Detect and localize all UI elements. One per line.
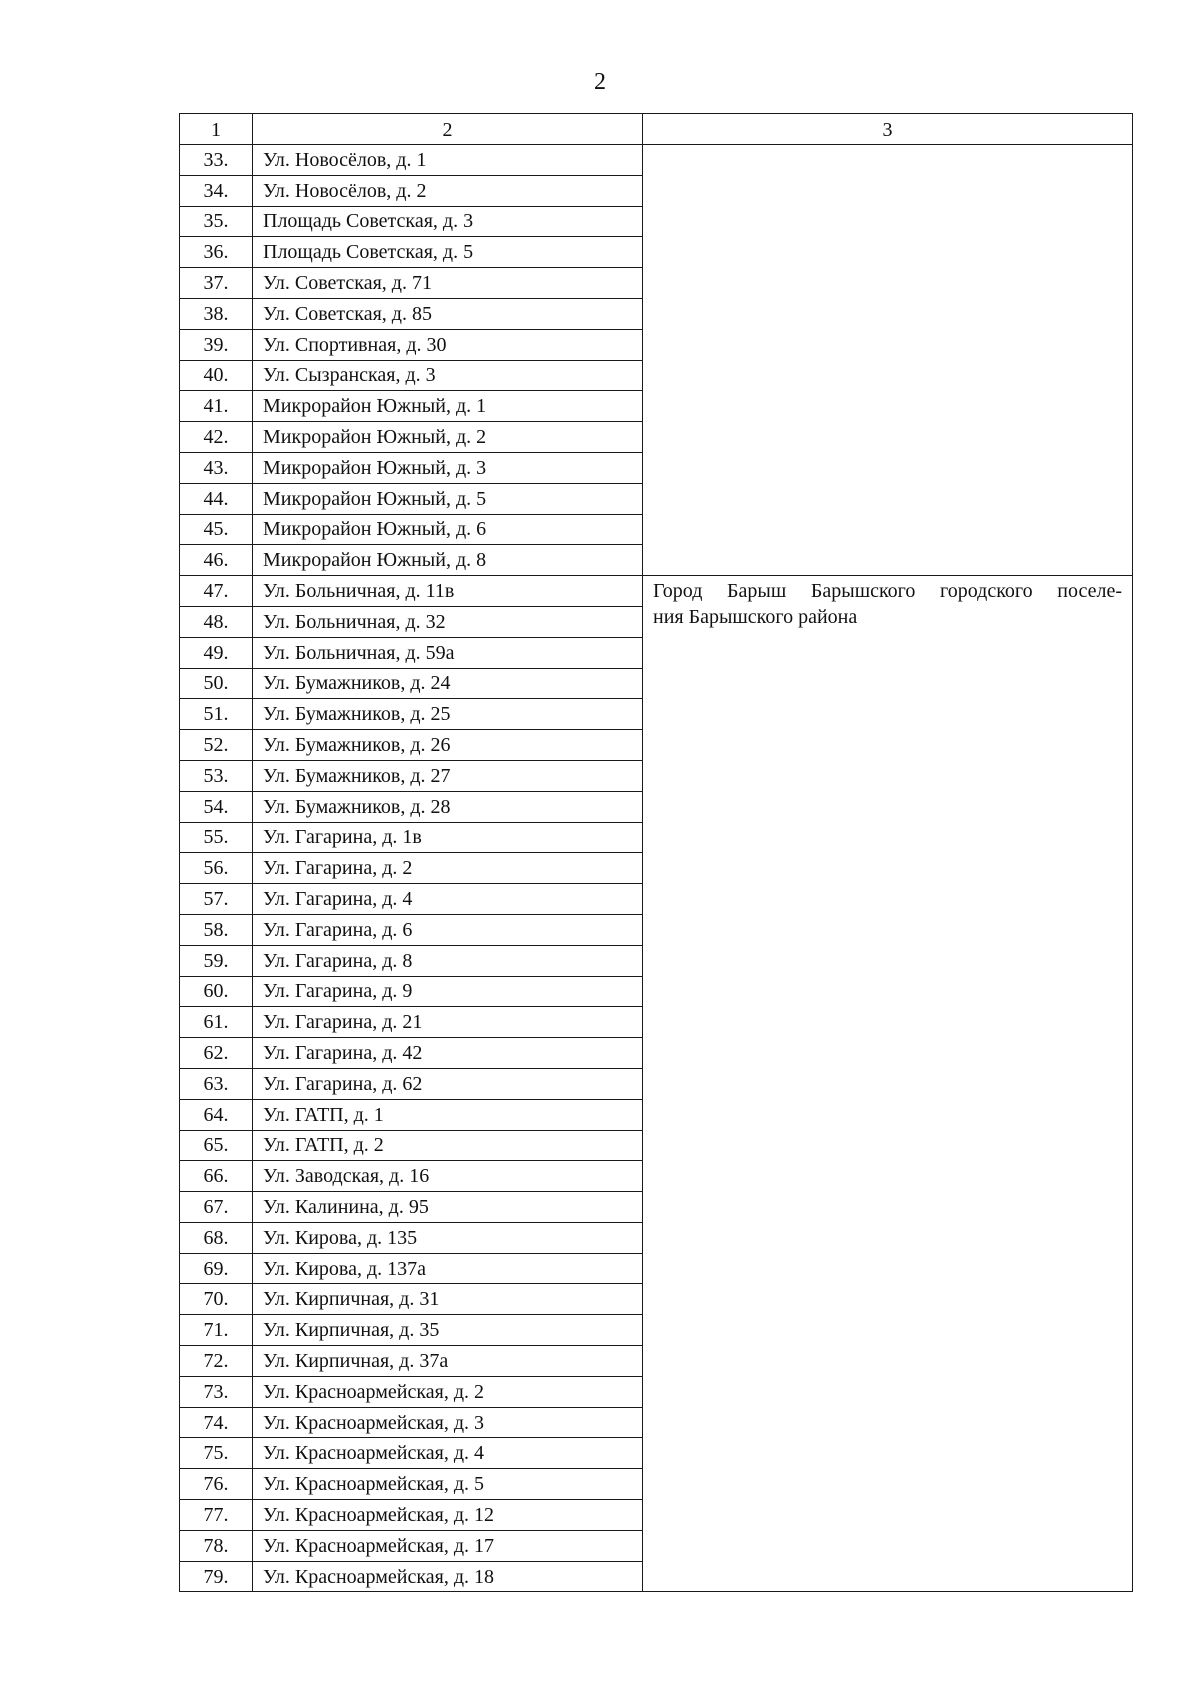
row-number: 67. — [180, 1192, 253, 1223]
row-number: 76. — [180, 1469, 253, 1500]
address-table — [179, 113, 1133, 1592]
row-number: 37. — [180, 268, 253, 299]
row-number: 36. — [180, 237, 253, 268]
row-address: Ул. Кирпичная, д. 31 — [253, 1284, 643, 1315]
row-number: 60. — [180, 976, 253, 1007]
row-address: Ул. Красноармейская, д. 4 — [253, 1438, 643, 1469]
row-address: Площадь Советская, д. 5 — [253, 237, 643, 268]
row-address: Ул. Красноармейская, д. 2 — [253, 1376, 643, 1407]
row-address: Ул. Больничная, д. 59а — [253, 637, 643, 668]
row-address: Микрорайон Южный, д. 5 — [253, 483, 643, 514]
settlement-text-line: Город Барыш Барышского городского поселе- — [653, 580, 1122, 603]
row-number: 49. — [180, 637, 253, 668]
row-number: 71. — [180, 1315, 253, 1346]
row-address: Ул. Красноармейская, д. 5 — [253, 1469, 643, 1500]
row-number: 65. — [180, 1130, 253, 1161]
settlement-text-line: ния Барышского района — [653, 606, 858, 629]
header-col-3: 3 — [643, 114, 1133, 145]
row-address: Ул. Гагарина, д. 9 — [253, 976, 643, 1007]
row-number: 44. — [180, 483, 253, 514]
row-number: 54. — [180, 791, 253, 822]
row-address: Ул. Бумажников, д. 26 — [253, 730, 643, 761]
row-number: 55. — [180, 822, 253, 853]
row-address: Ул. Гагарина, д. 1в — [253, 822, 643, 853]
row-address: Ул. Гагарина, д. 62 — [253, 1068, 643, 1099]
row-number: 78. — [180, 1530, 253, 1561]
row-number: 50. — [180, 668, 253, 699]
row-address: Ул. Гагарина, д. 4 — [253, 884, 643, 915]
settlement-cell — [643, 576, 1133, 1592]
row-address: Ул. Больничная, д. 11в — [253, 576, 643, 607]
row-number: 39. — [180, 329, 253, 360]
row-number: 33. — [180, 145, 253, 176]
row-address: Ул. Больничная, д. 32 — [253, 606, 643, 637]
row-address: Ул. Красноармейская, д. 17 — [253, 1530, 643, 1561]
row-address: Микрорайон Южный, д. 8 — [253, 545, 643, 576]
row-number: 53. — [180, 760, 253, 791]
row-number: 51. — [180, 699, 253, 730]
row-address: Ул. Калинина, д. 95 — [253, 1192, 643, 1223]
page-number: 2 — [594, 69, 606, 95]
row-number: 75. — [180, 1438, 253, 1469]
row-number: 66. — [180, 1161, 253, 1192]
row-number: 56. — [180, 853, 253, 884]
row-address: Ул. ГАТП, д. 2 — [253, 1130, 643, 1161]
row-number: 35. — [180, 206, 253, 237]
row-number: 43. — [180, 452, 253, 483]
row-number: 73. — [180, 1376, 253, 1407]
row-address: Ул. Бумажников, д. 25 — [253, 699, 643, 730]
header-col-1: 1 — [180, 114, 253, 145]
row-address: Ул. Красноармейская, д. 3 — [253, 1407, 643, 1438]
row-address: Микрорайон Южный, д. 3 — [253, 452, 643, 483]
row-address: Микрорайон Южный, д. 1 — [253, 391, 643, 422]
row-address: Ул. Кирпичная, д. 37а — [253, 1346, 643, 1377]
row-address: Ул. Красноармейская, д. 12 — [253, 1500, 643, 1531]
row-address: Ул. Гагарина, д. 2 — [253, 853, 643, 884]
row-number: 57. — [180, 884, 253, 915]
row-address: Ул. Бумажников, д. 28 — [253, 791, 643, 822]
row-address: Ул. Кирпичная, д. 35 — [253, 1315, 643, 1346]
row-address: Микрорайон Южный, д. 2 — [253, 422, 643, 453]
row-number: 70. — [180, 1284, 253, 1315]
row-address: Ул. Красноармейская, д. 18 — [253, 1561, 643, 1592]
row-number: 74. — [180, 1407, 253, 1438]
row-address: Ул. Кирова, д. 135 — [253, 1222, 643, 1253]
row-number: 46. — [180, 545, 253, 576]
row-number: 40. — [180, 360, 253, 391]
row-number: 48. — [180, 606, 253, 637]
row-number: 62. — [180, 1038, 253, 1069]
row-address: Ул. Гагарина, д. 42 — [253, 1038, 643, 1069]
row-number: 68. — [180, 1222, 253, 1253]
row-number: 42. — [180, 422, 253, 453]
table-body — [180, 145, 1133, 1592]
header-row — [180, 114, 1133, 145]
row-number: 69. — [180, 1253, 253, 1284]
table-row — [180, 576, 1133, 607]
row-number: 79. — [180, 1561, 253, 1592]
row-address: Ул. Спортивная, д. 30 — [253, 329, 643, 360]
row-address: Ул. Бумажников, д. 27 — [253, 760, 643, 791]
row-number: 34. — [180, 175, 253, 206]
row-address: Микрорайон Южный, д. 6 — [253, 514, 643, 545]
row-address: Ул. Кирова, д. 137а — [253, 1253, 643, 1284]
header-col-2: 2 — [253, 114, 643, 145]
row-address: Ул. Гагарина, д. 6 — [253, 914, 643, 945]
row-number: 58. — [180, 914, 253, 945]
row-address: Ул. Сызранская, д. 3 — [253, 360, 643, 391]
row-number: 38. — [180, 298, 253, 329]
row-number: 45. — [180, 514, 253, 545]
row-address: Площадь Советская, д. 3 — [253, 206, 643, 237]
table-row — [180, 145, 1133, 176]
row-address: Ул. Бумажников, д. 24 — [253, 668, 643, 699]
row-address: Ул. ГАТП, д. 1 — [253, 1099, 643, 1130]
row-address: Ул. Гагарина, д. 8 — [253, 945, 643, 976]
row-address: Ул. Советская, д. 71 — [253, 268, 643, 299]
row-number: 77. — [180, 1500, 253, 1531]
row-number: 41. — [180, 391, 253, 422]
row-address: Ул. Заводская, д. 16 — [253, 1161, 643, 1192]
row-number: 64. — [180, 1099, 253, 1130]
row-address: Ул. Гагарина, д. 21 — [253, 1007, 643, 1038]
row-number: 61. — [180, 1007, 253, 1038]
row-number: 72. — [180, 1346, 253, 1377]
row-number: 59. — [180, 945, 253, 976]
row-address: Ул. Советская, д. 85 — [253, 298, 643, 329]
row-number: 52. — [180, 730, 253, 761]
settlement-cell-empty — [643, 145, 1133, 576]
row-address: Ул. Новосёлов, д. 2 — [253, 175, 643, 206]
row-number: 63. — [180, 1068, 253, 1099]
row-address: Ул. Новосёлов, д. 1 — [253, 145, 643, 176]
row-number: 47. — [180, 576, 253, 607]
table-header — [180, 114, 1133, 145]
